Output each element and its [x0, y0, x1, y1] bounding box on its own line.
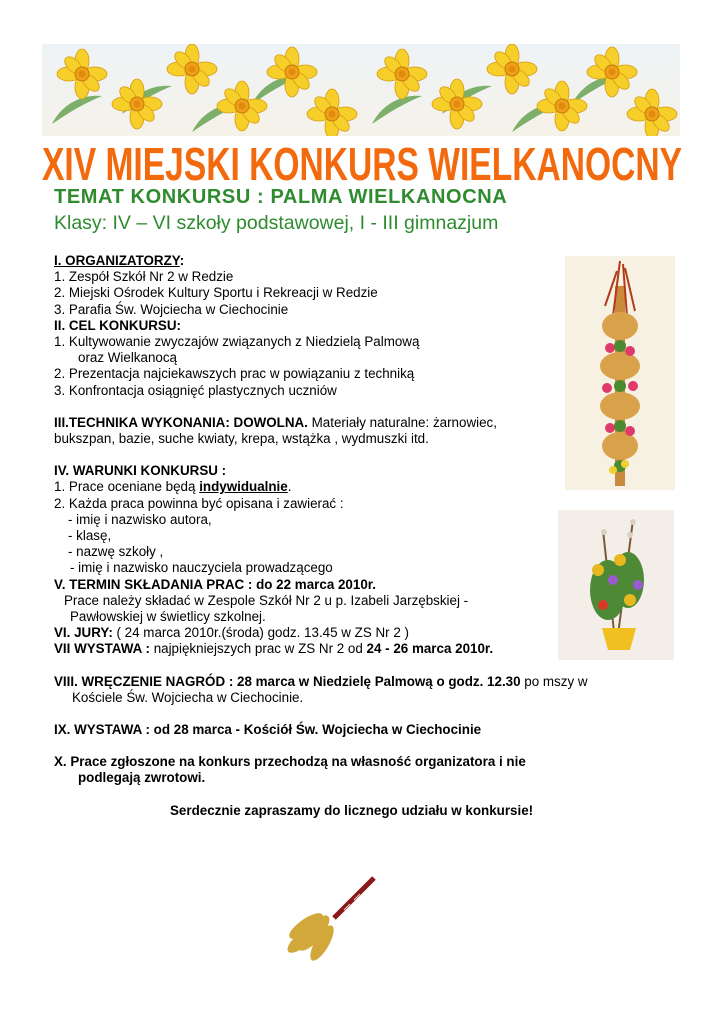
jury-line: VI. JURY: ( 24 marca 2010r.(środa) godz. 13.45 w ZS Nr 2 ) [54, 625, 409, 641]
condition-item: 1. Prace oceniane będą indywidualnie. [54, 479, 292, 495]
goal-item: 2. Prezentacja najciekawszych prac w powiązaniu z techniką [54, 366, 415, 382]
exhibition-church-line: IX. WYSTAWA : od 28 marca - Kościół Św. Wojciecha w Ciechocinie [54, 722, 482, 738]
organizers-heading: I. ORGANIZATORZY: [54, 253, 185, 268]
deadline-heading: V. TERMIN SKŁADANIA PRAC : do 22 marca 2010r. [54, 576, 376, 592]
conditions-heading: IV. WARUNKI KONKURSU : [54, 463, 227, 479]
goal-item: 1. Kultywowanie zwyczajów związanych z Niedzielą Palmową [54, 334, 420, 350]
organizer-item: 1. Zespół Szkół Nr 2 w Redzie [54, 269, 234, 285]
deadline-line: Prace należy składać w Zespole Szkół Nr 2 u p. Izabeli Jarzębskiej - [64, 592, 469, 608]
technique-line: III.TECHNIKA WYKONANIA: DOWOLNA. Materiały naturalne: żarnowiec, [54, 414, 497, 430]
daffodil-banner-image [42, 44, 680, 136]
condition-item: 2. Każda praca powinna być opisana i zawierać : [54, 495, 344, 511]
condition-subitem: - nazwę szkoły , [68, 544, 164, 560]
contest-theme: TEMAT KONKURSU : PALMA WIELKANOCNA [54, 186, 508, 208]
exhibition-school-line: VII WYSTAWA : najpiękniejszych prac w ZS Nr 2 od 24 - 26 marca 2010r. [54, 641, 494, 657]
goal-heading: II. CEL KONKURSU: [54, 317, 181, 333]
palm-photo-bouquet [558, 510, 674, 660]
invitation-text: Serdecznie zapraszamy do licznego udziału w konkursie! [170, 802, 534, 818]
contest-title [40, 138, 685, 186]
technique-line: bukszpan, bazie, suche kwiaty, krepa, wstążka , wydmuszki itd. [54, 431, 429, 447]
svg-text:XIV MIEJSKI KONKURS WIELKANOCN: XIV MIEJSKI KONKURS WIELKANOCNY [42, 138, 682, 186]
condition-subitem: - klasę, [68, 528, 112, 544]
organizer-item: 2. Miejski Ośrodek Kultury Sportu i Rekreacji w Redzie [54, 285, 378, 301]
ownership-line: X. Prace zgłoszone na konkurs przechodzą na własność organizatora i nie [54, 754, 526, 770]
ownership-line: podlegają zwrotowi. [78, 770, 206, 786]
palm-photo-wheat [284, 868, 384, 966]
organizer-item: 3. Parafia Św. Wojciecha w Ciechocinie [54, 301, 289, 317]
contest-rules [54, 253, 588, 819]
awards-line: VIII. WRĘCZENIE NAGRÓD : 28 marca w Niedzielę Palmową o godz. 12.30 po mszy w [54, 673, 588, 689]
goal-item: 3. Konfrontacja osiągnięć plastycznych uczniów [54, 382, 337, 398]
condition-subitem: - imię i nazwisko nauczyciela prowadzącego [70, 560, 333, 576]
condition-subitem: - imię i nazwisko autora, [68, 511, 212, 527]
eligible-classes: Klasy: IV – VI szkoły podstawowej, I - III gimnazjum [54, 212, 499, 234]
goal-item-continuation: oraz Wielkanocą [78, 350, 177, 366]
deadline-line: Pawłowskiej w świetlicy szkolnej. [70, 609, 266, 625]
awards-location: Kościele Św. Wojciecha w Ciechocinie. [72, 689, 304, 705]
palm-photo-tall [565, 256, 675, 490]
